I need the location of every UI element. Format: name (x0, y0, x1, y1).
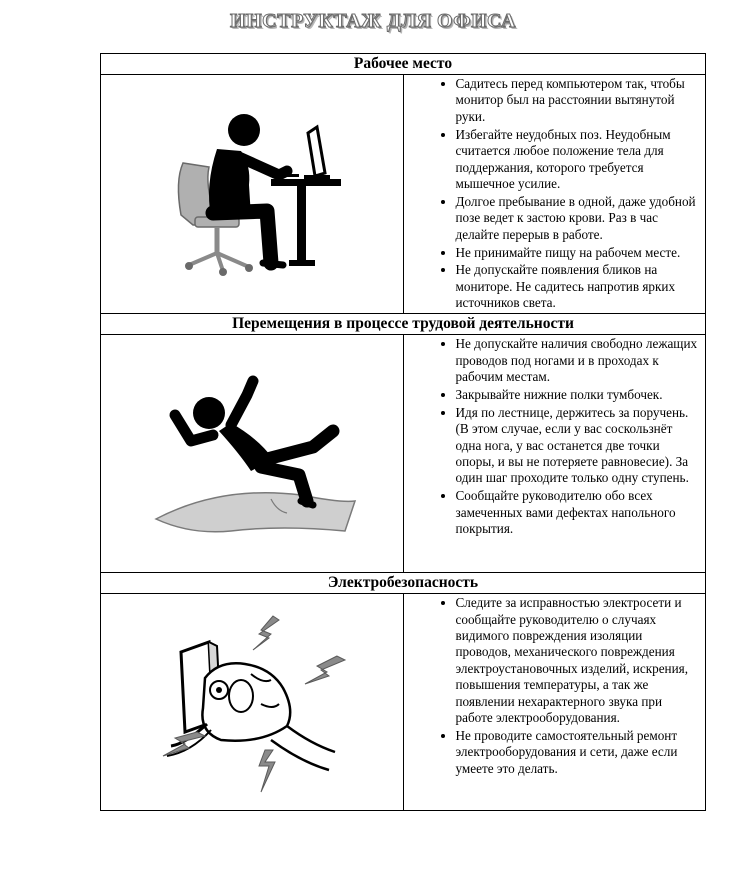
section-content-row (101, 594, 706, 811)
list-item: • Закрывайте нижние полки тумбочек. (456, 387, 702, 403)
text-cell (403, 594, 706, 811)
list-item: • Садитесь перед компьютером так, чтобы монитор был на расстоянии вытянутой руки. (456, 76, 702, 125)
list-item: • Сообщайте руководителю обо всех замеченных вами дефектах напольного покрытия. (456, 488, 702, 537)
electric-socket-shock-icon (101, 594, 403, 810)
text-cell (403, 335, 706, 573)
rules-list (404, 335, 706, 537)
section-heading-workplace: Рабочее место (101, 54, 706, 75)
illustration-cell (101, 594, 404, 811)
list-item: • Не принимайте пищу на рабочем месте. (456, 245, 702, 261)
list-item: • Следите за исправностью электросети и сообщайте руководителю о случаях видимого повреждения изоляции проводов, механического повреждения электроустановочных изделий, искрения, повышения температуры, а так же появлении нехарактерного звука при работе электрооборудования. (456, 595, 702, 726)
section-heading-row (101, 314, 706, 335)
list-item: • Идя по лестнице, держитесь за поручень. (В этом случае, если у вас соскользнёт одна нога, у вас останется две точки опоры, и вы не потеряете равновесие). За один шаг проходите только одну ступень. (456, 405, 702, 487)
list-item: • Избегайте неудобных поз. Неудобным считается любое положение тела для поддержания, которого требуется мышечное усилие. (456, 127, 702, 193)
text-cell (403, 75, 706, 314)
section-heading-row (101, 54, 706, 75)
illustration-cell (101, 335, 404, 573)
instruction-table (100, 53, 706, 811)
document-title: ИНСТРУКТАЖ ДЛЯ ОФИСА (230, 10, 516, 32)
section-heading-row (101, 573, 706, 594)
section-content-row (101, 335, 706, 573)
person-at-computer-icon (101, 75, 403, 304)
section-heading-electrical-safety: Электробезопасность (101, 573, 706, 594)
list-item: • Долгое пребывание в одной, даже удобной позе ведет к застою крови. Раз в час делайте перерыв в работе. (456, 194, 702, 243)
list-item: • Не допускайте наличия свободно лежащих проводов под ногами и в проходах к рабочим местам. (456, 336, 702, 385)
section-heading-movement: Перемещения в процессе трудовой деятельности (101, 314, 706, 335)
rules-list (404, 75, 706, 312)
list-item: • Не допускайте появления бликов на мониторе. Не садитесь напротив ярких источников света. (456, 262, 702, 311)
list-item: • Не проводите самостоятельный ремонт электрооборудования и сети, даже если умеете это делать. (456, 728, 702, 777)
person-slipping-icon (101, 335, 403, 572)
rules-list (404, 594, 706, 777)
illustration-cell (101, 75, 404, 314)
section-content-row (101, 75, 706, 314)
